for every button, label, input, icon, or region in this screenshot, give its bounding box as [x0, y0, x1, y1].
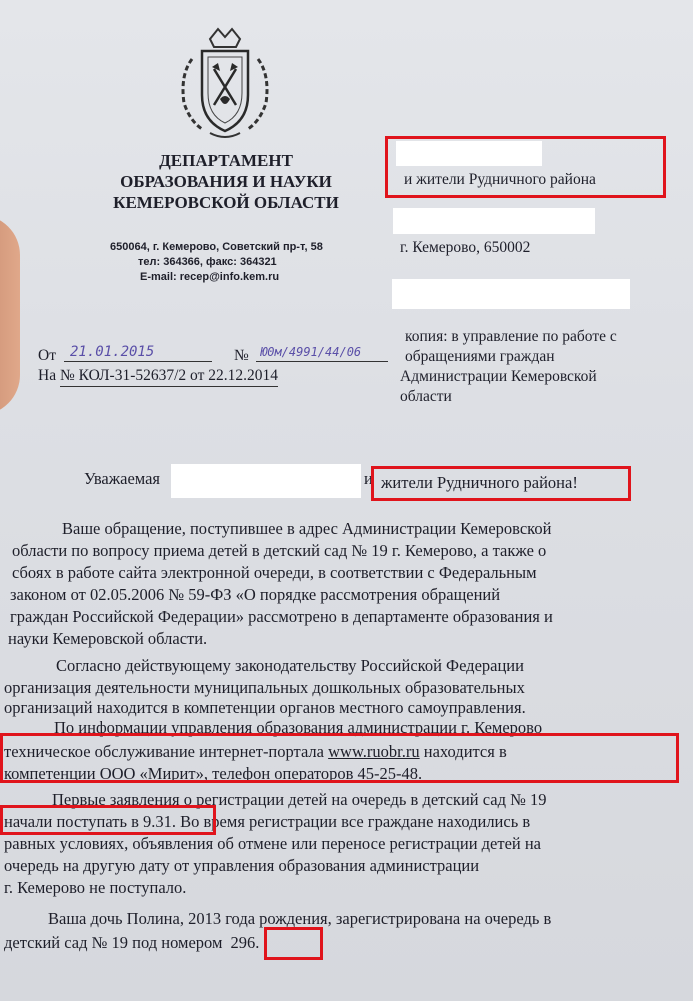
- ref-from-value: 21.01.2015: [70, 344, 155, 360]
- p5-line1: Ваша дочь Полина, 2013 года рождения, зарегистрирована на очередь в: [48, 909, 552, 928]
- copy-line2: обращениями граждан: [405, 348, 555, 365]
- finger-edge: [0, 215, 20, 415]
- redacted-addressee-name: [171, 464, 361, 498]
- p3-line2-end: находится в: [423, 742, 507, 761]
- recipient-city: г. Кемерово, 650002: [400, 239, 531, 256]
- p3-line3: компетенции ООО «Мирит», телефон операторов 45-25-48.: [4, 764, 423, 783]
- copy-line1: копия: в управление по работе с: [405, 328, 617, 345]
- p2-line3: организаций находится в компетенции органов местного самоуправления.: [4, 698, 526, 717]
- p3-line1: По информации управления образования администрации г. Кемерово: [54, 718, 543, 737]
- p3-line2-start: техническое обслуживание интернет-портала: [4, 742, 324, 761]
- p2-line1: Согласно действующему законодательству Российской Федерации: [56, 656, 524, 675]
- p1-line5: граждан Российской Федерации» рассмотрено в департаменте образования и: [10, 607, 553, 626]
- p4-line3: равных условиях, объявления об отмене или переносе регистрации детей на: [4, 834, 542, 853]
- queue-number: 296.: [230, 933, 260, 952]
- p4-line1: Первые заявления о регистрации детей на очередь в детский сад № 19: [52, 790, 547, 809]
- p4-line4: очередь на другую дату от управления образования администрации: [4, 856, 480, 875]
- p1-line6: науки Кемеровской области.: [8, 629, 208, 648]
- ref-num-field: [256, 343, 388, 362]
- p1-line2: области по вопросу приема детей в детский сад № 19 г. Кемерово, а также о: [12, 541, 547, 560]
- letterhead-address: 650064, г. Кемерово, Советский пр-т, 58: [110, 241, 323, 253]
- ref-on-value: № КОЛ-31-52637/2 от 22.12.2014: [60, 366, 278, 387]
- redacted-street: [393, 208, 595, 234]
- p5-line2-start: детский сад № 19 под номером: [4, 933, 223, 952]
- recipient-line: и жители Рудничного района: [404, 171, 596, 188]
- letterhead-phones: тел: 364366, факс: 364321: [138, 256, 277, 268]
- highlight-recipient: [385, 136, 666, 198]
- letterhead-email: E-mail: recep@info.kem.ru: [140, 271, 280, 283]
- copy-line3: Администрации Кемеровской: [400, 368, 597, 385]
- coat-of-arms-icon: [172, 25, 278, 143]
- department-title-line2: ОБРАЗОВАНИЯ И НАУКИ: [120, 172, 332, 191]
- highlight-portal-info: [0, 733, 679, 783]
- p4-line5: г. Кемерово не поступало.: [4, 878, 187, 897]
- p4-line2-end: . Во время регистрации все граждане находились в: [171, 812, 531, 831]
- p5-line2: [4, 932, 259, 953]
- ref-from-field: [64, 343, 212, 362]
- p1-line1: Ваше обращение, поступившее в адрес Администрации Кемеровской: [62, 519, 552, 538]
- p2-line2: организация деятельности муниципальных дошкольных образовательных: [4, 678, 525, 697]
- salutation-start: Уважаемая: [84, 469, 161, 488]
- p1-line4: законом от 02.05.2006 № 59-ФЗ «О порядке рассмотрения обращений: [10, 585, 501, 604]
- ref-from-label: От: [38, 347, 56, 364]
- copy-line4: области: [400, 388, 452, 405]
- highlight-salutation: [371, 466, 631, 501]
- highlight-start-time: [0, 805, 216, 835]
- ref-num-label: №: [234, 347, 249, 364]
- salutation-end: жители Рудничного района!: [381, 473, 578, 492]
- ruobr-link[interactable]: www.ruobr.ru: [328, 742, 420, 761]
- department-title-line1: ДЕПАРТАМЕНТ: [159, 151, 293, 170]
- p4-line2-start: начали поступать в 9.31: [4, 812, 172, 831]
- ref-on-label: На: [38, 367, 57, 384]
- department-title: [96, 150, 356, 213]
- department-title-line3: КЕМЕРОВСКОЙ ОБЛАСТИ: [113, 193, 339, 212]
- redacted-contact: [392, 279, 630, 309]
- salutation-middle: и: [364, 469, 373, 488]
- p1-line3: сбоях в работе сайта электронной очереди, в соответствии с Федеральным: [12, 563, 537, 582]
- ref-num-value: Ю0м/4991/44/06: [260, 345, 362, 359]
- highlight-queue-number: [264, 927, 323, 960]
